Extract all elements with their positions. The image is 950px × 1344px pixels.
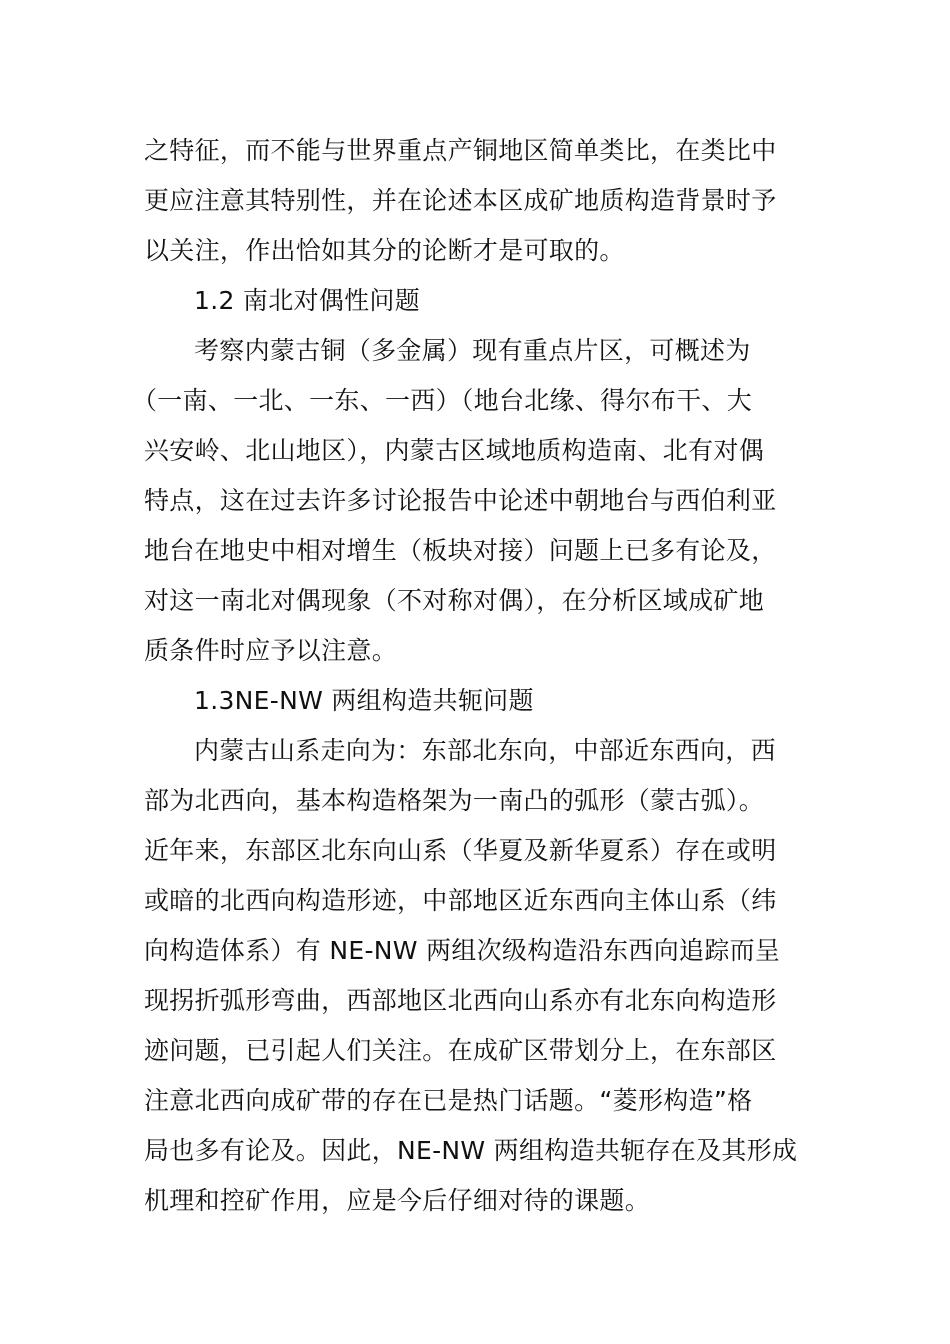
paragraph-line: 对这一南北对偶现象（不对称对偶），在分析区域成矿地 — [144, 586, 765, 615]
paragraph-line: 地台在地史中相对增生（板块对接）问题上已多有论及， — [144, 536, 777, 565]
paragraph-line: 以关注，作出恰如其分的论断才是可取的。 — [144, 236, 625, 265]
paragraph-line: 内蒙古山系走向为：东部北东向，中部近东西向，西 — [194, 736, 776, 765]
paragraph-line: 迹问题，已引起人们关注。在成矿区带划分上，在东部区 — [144, 1036, 777, 1065]
section-heading-1-2: 1.2 南北对偶性问题 — [194, 286, 421, 315]
paragraph-line: 近年来，东部区北东向山系（华夏及新华夏系）存在或明 — [144, 836, 777, 865]
paragraph-line: 机理和控矿作用，应是今后仔细对待的课题。 — [144, 1186, 651, 1215]
paragraph-line: 更应注意其特别性，并在论述本区成矿地质构造背景时予 — [144, 186, 777, 215]
paragraph-line: 之特征，而不能与世界重点产铜地区简单类比，在类比中 — [144, 136, 777, 165]
paragraph-line: 质条件时应予以注意。 — [144, 636, 398, 665]
paragraph-line: 或暗的北西向构造形迹，中部地区近东西向主体山系（纬 — [144, 886, 777, 915]
paragraph-line: 兴安岭、北山地区），内蒙古区域地质构造南、北有对偶 — [144, 436, 765, 465]
paragraph-line: 特点，这在过去许多讨论报告中论述中朝地台与西伯利亚 — [144, 486, 777, 515]
paragraph-line: 局也多有论及。因此，NE-NW 两组构造共轭存在及其形成 — [144, 1136, 798, 1165]
paragraph-line: 向构造体系）有 NE-NW 两组次级构造沿东西向追踪而呈 — [144, 936, 781, 965]
paragraph-line: 部为北西向，基本构造格架为一南凸的弧形（蒙古弧）。 — [144, 786, 765, 815]
paragraph-line: 考察内蒙古铜（多金属）现有重点片区，可概述为 — [194, 336, 751, 365]
section-heading-1-3: 1.3NE-NW 两组构造共轭问题 — [194, 686, 534, 715]
paragraph-line: 现拐折弧形弯曲，西部地区北西向山系亦有北东向构造形 — [144, 986, 777, 1015]
paragraph-line: （一南、一北、一东、一西）（地台北缘、得尔布干、大 — [132, 386, 753, 415]
paragraph-line: 注意北西向成矿带的存在已是热门话题。“菱形构造”格 — [144, 1086, 753, 1115]
